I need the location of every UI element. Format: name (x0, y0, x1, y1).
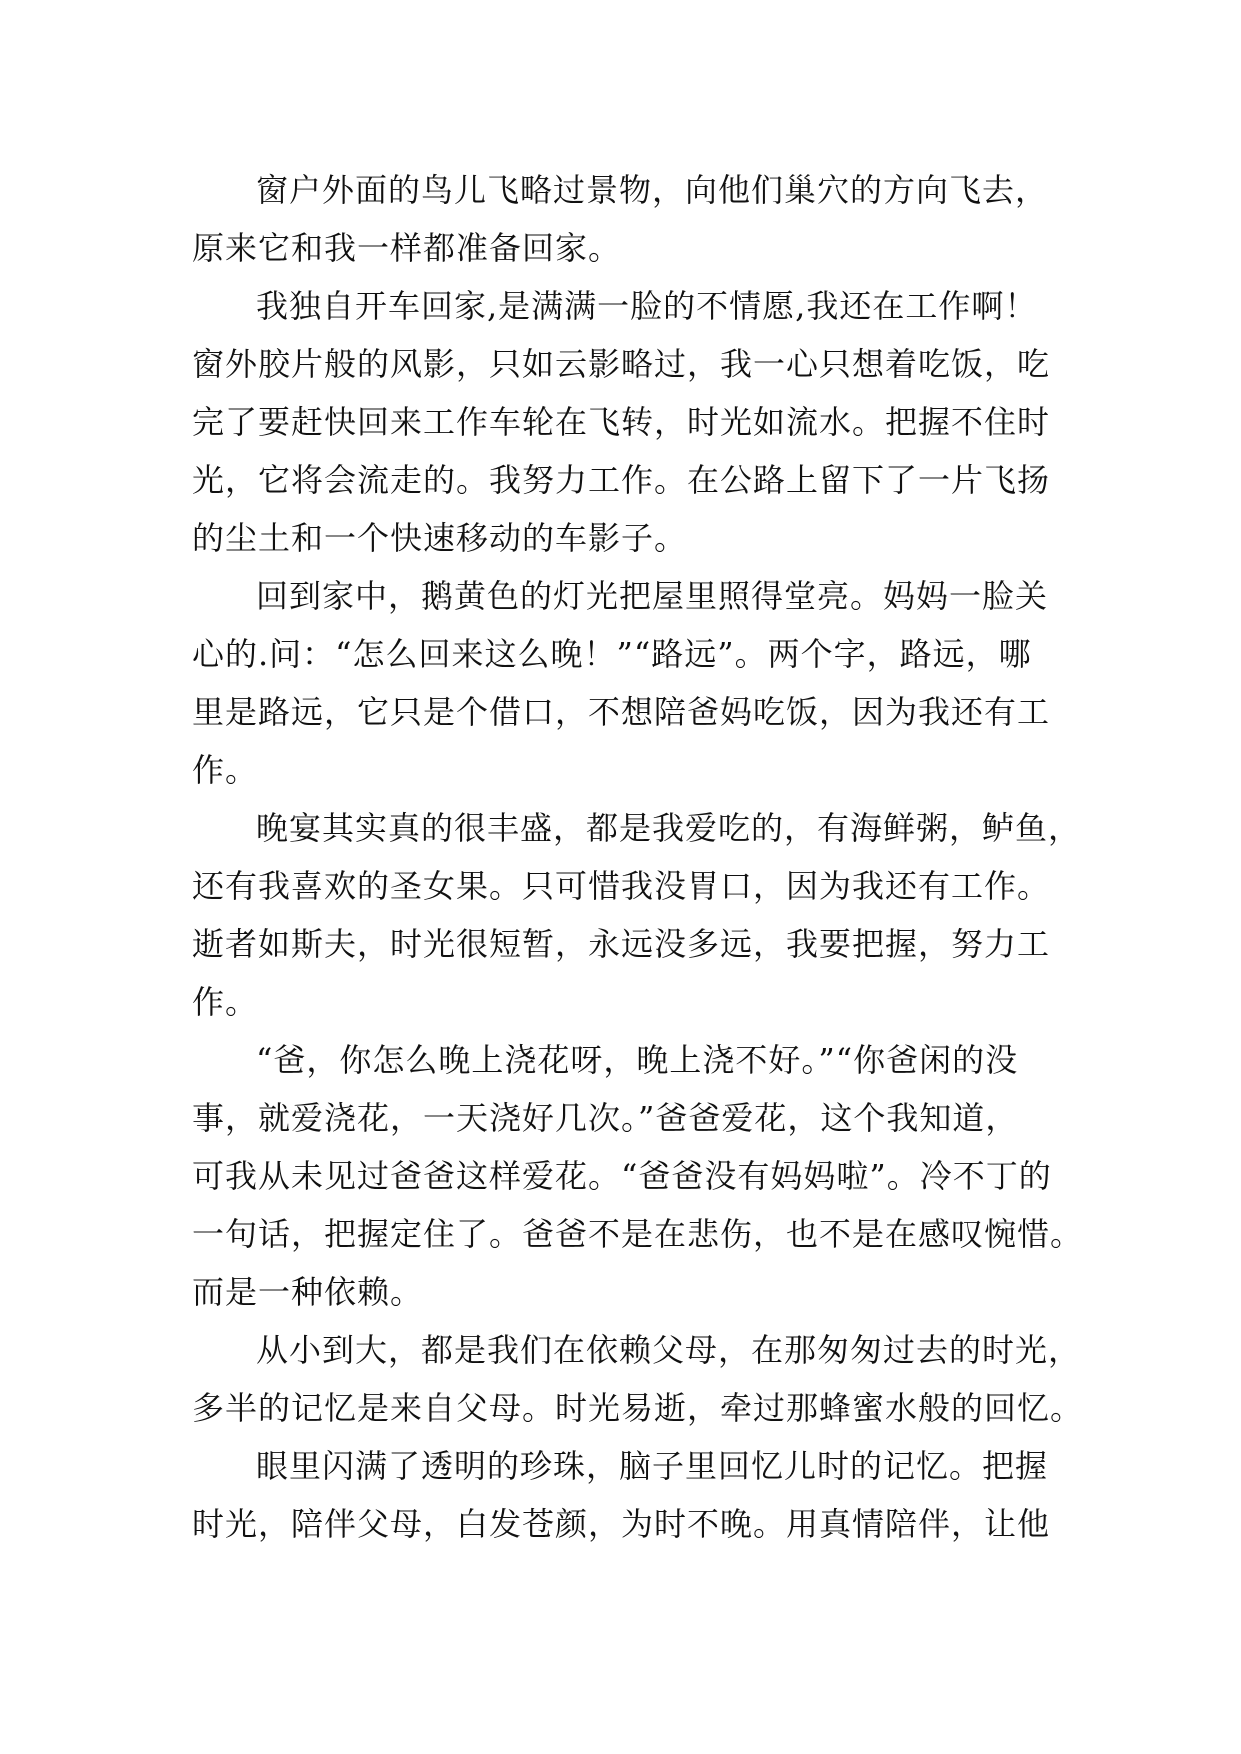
text-line: 一句话，把握定住了。爸爸不是在悲伤，也不是在感叹惋惜。 (192, 1215, 1084, 1253)
text-line: 作。 (192, 983, 259, 1021)
text-line: 窗外胶片般的风影，只如云影略过，我一心只想着吃饭，吃 (192, 345, 1051, 383)
text-line: 晚宴其实真的很丰盛，都是我爱吃的，有海鲜粥，鲈鱼， (256, 809, 1082, 847)
text-line: 心的.问：“怎么回来这么晚！”“路远”。两个字，路远，哪 (192, 635, 1032, 673)
text-line: 还有我喜欢的圣女果。只可惜我没胃口，因为我还有工作。 (192, 867, 1051, 905)
text-line: 完了要赶快回来工作车轮在飞转，时光如流水。把握不住时 (192, 403, 1051, 441)
paragraph-5 (192, 1031, 1084, 1321)
paragraph-7 (192, 1437, 1060, 1553)
text-line: 逝者如斯夫，时光很短暂，永远没多远，我要把握，努力工 (192, 925, 1051, 963)
text-line: 作。 (192, 751, 259, 789)
text-line: 窗户外面的鸟儿飞略过景物，向他们巢穴的方向飞去， (256, 171, 1049, 209)
text-line: 的尘土和一个快速移动的车影子。 (192, 519, 688, 557)
text-line: 眼里闪满了透明的珍珠，脑子里回忆儿时的记忆。把握 (256, 1447, 1049, 1485)
text-line: 回到家中，鹅黄色的灯光把屋里照得堂亮。妈妈一脸关 (256, 577, 1049, 615)
text-line: “爸，你怎么晚上浇花呀，晚上浇不好。”“你爸闲的没 (256, 1041, 1019, 1079)
paragraph-1 (192, 161, 1060, 277)
text-line: 可我从未见过爸爸这样爱花。“爸爸没有妈妈啦”。冷不丁的 (192, 1157, 1052, 1195)
paragraph-6 (192, 1321, 1084, 1437)
text-line: 里是路远，它只是个借口，不想陪爸妈吃饭，因为我还有工 (192, 693, 1051, 731)
text-line: 事，就爱浇花，一天浇好几次。”爸爸爱花，这个我知道， (192, 1099, 1019, 1137)
text-line: 从小到大，都是我们在依赖父母，在那匆匆过去的时光， (256, 1331, 1082, 1369)
text-line: 光，它将会流走的。我努力工作。在公路上留下了一片飞扬 (192, 461, 1051, 499)
text-line: 而是一种依赖。 (192, 1273, 424, 1311)
paragraph-3 (192, 567, 1060, 799)
text-line: 原来它和我一样都准备回家。 (192, 229, 622, 267)
body-text (192, 161, 1084, 1553)
text-line: 多半的记忆是来自父母。时光易逝，牵过那蜂蜜水般的回忆。 (192, 1389, 1084, 1427)
text-line: 我独自开车回家,是满满一脸的不情愿,我还在工作啊！ (256, 287, 1038, 325)
paragraph-2 (192, 277, 1060, 567)
text-line: 时光，陪伴父母，白发苍颜，为时不晚。用真情陪伴，让他 (192, 1505, 1051, 1543)
paragraph-4 (192, 799, 1082, 1031)
